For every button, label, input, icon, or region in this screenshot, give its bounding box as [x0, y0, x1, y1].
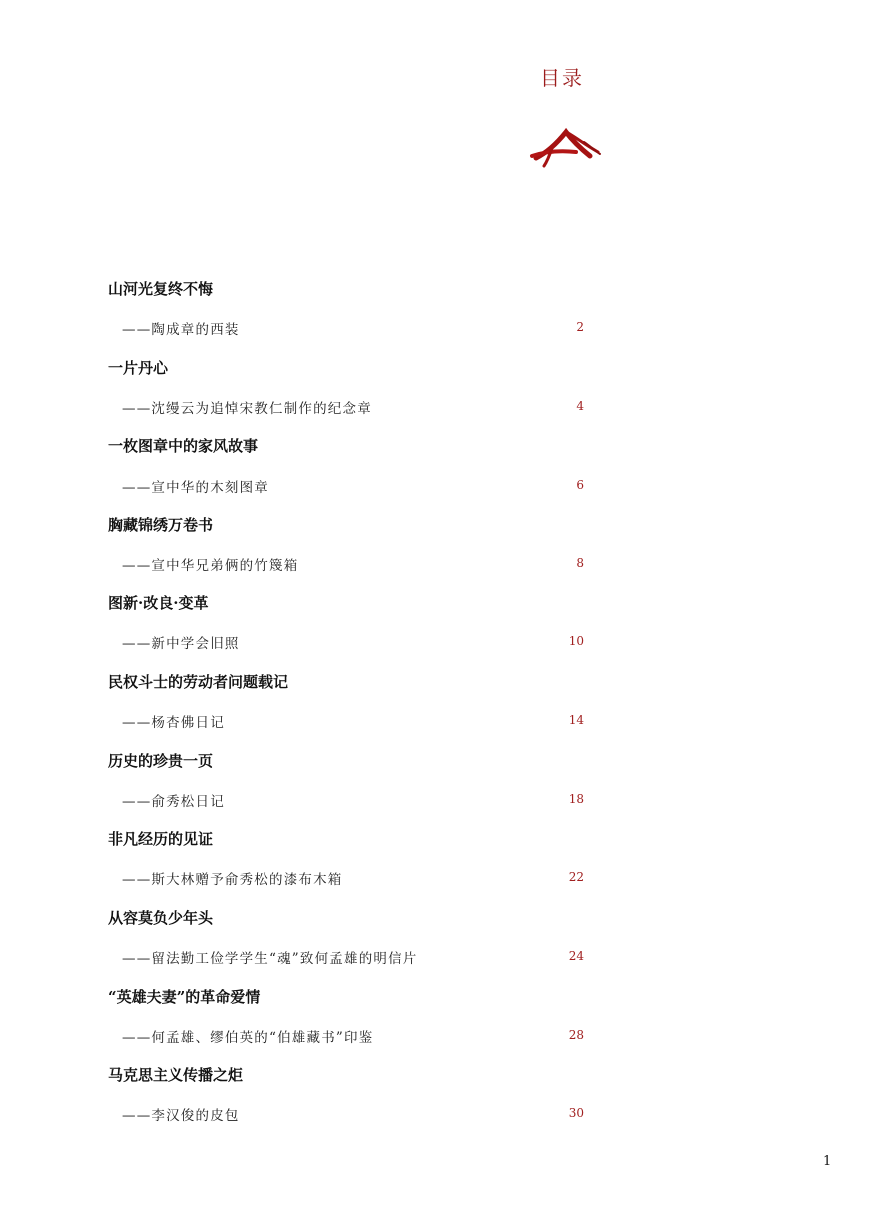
toc-entry-title[interactable]: 一枚图章中的家风故事: [108, 437, 259, 455]
toc-entry-subtitle[interactable]: ——陶成章的西装: [122, 322, 240, 338]
toc-entry-title[interactable]: 从容莫负少年头: [108, 909, 214, 927]
toc-entry-subtitle[interactable]: ——何孟雄、缪伯英的“伯雄藏书”印鉴: [122, 1030, 374, 1046]
toc-entry-title[interactable]: 一片丹心: [108, 359, 169, 377]
toc-entry-page[interactable]: 22: [568, 870, 584, 884]
toc-entry-subtitle[interactable]: ——留法勤工俭学学生“魂”致何孟雄的明信片: [122, 951, 418, 967]
toc-entry-subtitle[interactable]: ——宣中华的木刻图章: [122, 480, 269, 496]
toc-entry-page[interactable]: 30: [568, 1106, 584, 1120]
toc-entry-page[interactable]: 18: [568, 792, 584, 806]
page-number: 1: [823, 1154, 832, 1169]
toc-entry-page[interactable]: 10: [568, 634, 584, 648]
toc-entry-page[interactable]: 14: [568, 713, 584, 727]
toc-entry-title[interactable]: 马克思主义传播之炬: [108, 1066, 244, 1084]
toc-entry-subtitle[interactable]: ——斯大林赠予俞秀松的漆布木箱: [122, 872, 343, 888]
toc-entry-title[interactable]: 山河光复终不悔: [108, 280, 214, 298]
toc-entry-title[interactable]: 民权斗士的劳动者问题载记: [108, 673, 289, 691]
toc-entry-page[interactable]: 6: [576, 478, 584, 492]
toc-entry-subtitle[interactable]: ——沈缦云为追悼宋教仁制作的纪念章: [122, 401, 372, 417]
toc-entry-page[interactable]: 24: [568, 949, 584, 963]
toc-entry-title[interactable]: 历史的珍贵一页: [108, 752, 214, 770]
toc-entry-page[interactable]: 28: [568, 1028, 584, 1042]
toc-entry-page[interactable]: 4: [576, 399, 584, 413]
toc-entry-page[interactable]: 2: [576, 320, 584, 334]
toc-entry-page[interactable]: 8: [576, 556, 584, 570]
toc-entry-subtitle[interactable]: ——新中学会旧照: [122, 636, 240, 652]
toc-entry-subtitle[interactable]: ——杨杏佛日记: [122, 715, 225, 731]
toc-entry-title[interactable]: 图新·改良·变革: [108, 594, 209, 612]
toc-title: 目录: [540, 66, 584, 90]
toc-entry-title[interactable]: “英雄夫妻”的革命爱情: [108, 988, 261, 1006]
toc-entry-subtitle[interactable]: ——李汉俊的皮包: [122, 1108, 240, 1124]
toc-entry-title[interactable]: 胸藏锦绣万卷书: [108, 516, 214, 534]
toc-entry-title[interactable]: 非凡经历的见证: [108, 830, 214, 848]
toc-entry-subtitle[interactable]: ——宣中华兄弟俩的竹篾箱: [122, 558, 299, 574]
toc-entry-subtitle[interactable]: ——俞秀松日记: [122, 794, 225, 810]
